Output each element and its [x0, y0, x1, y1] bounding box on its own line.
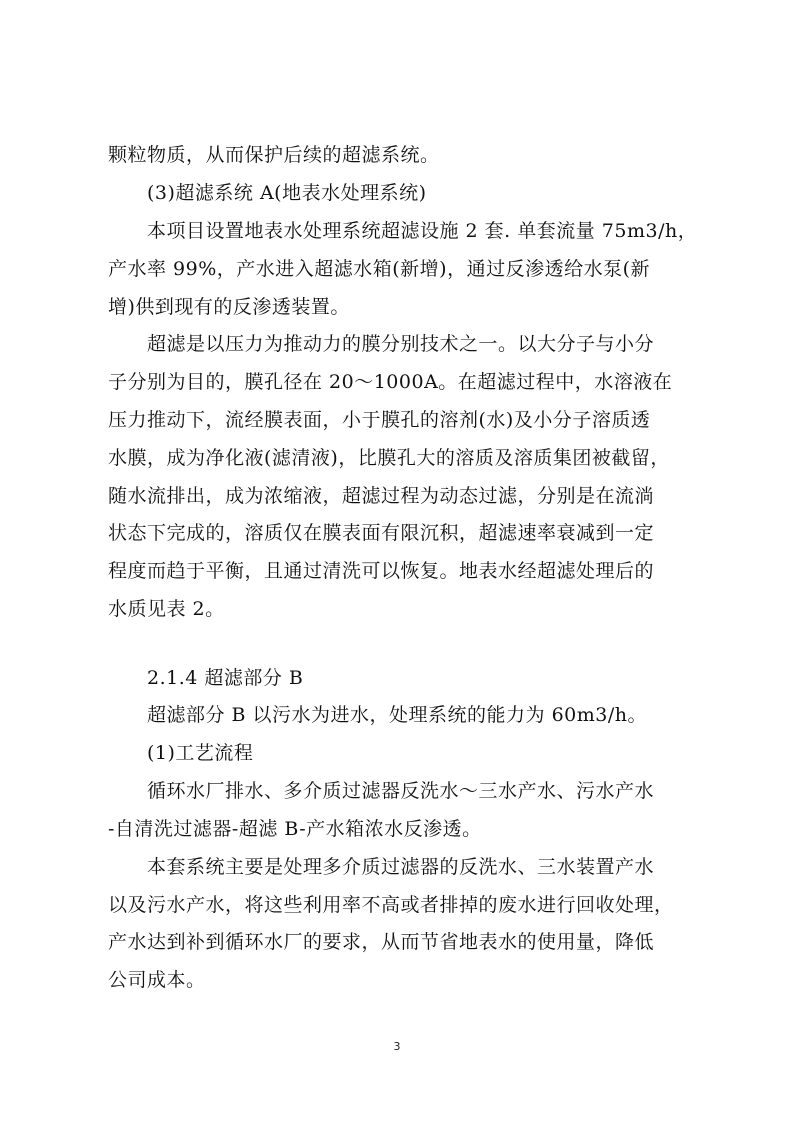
section-heading: 2.1.4 超滤部分 B [147, 667, 304, 689]
paragraph-line: 状态下完成的，溶质仅在膜表面有限沉积，超滤速率衰减到一定 [108, 522, 655, 544]
paragraph-line: 本项目设置地表水处理系统超滤设施 2 套. 单套流量 75m3/h， [147, 220, 698, 242]
paragraph-line: 产水达到补到循环水厂的要求，从而节省地表水的使用量，降低 [108, 931, 655, 953]
paragraph-line: 以及污水产水，将这些利用率不高或者排掉的废水进行回收处理， [108, 894, 674, 916]
paragraph-line: 超滤是以压力为推动力的膜分别技术之一。以大分子与小分 [147, 333, 655, 355]
page-number: 3 [393, 1040, 401, 1053]
paragraph-line: 本套系统主要是处理多介质过滤器的反洗水、三水装置产水 [147, 856, 655, 878]
paragraph-line: 公司成本。 [108, 969, 206, 991]
paragraph-line: 随水流排出，成为浓缩液，超滤过程为动态过滤，分别是在流淌 [108, 485, 655, 507]
subsection-heading: (1)工艺流程 [147, 742, 254, 764]
paragraph-line: 水膜，成为净化液(滤清液)，比膜孔大的溶质及溶质集团被截留， [108, 447, 670, 469]
paragraph-line: 颗粒物质，从而保护后续的超滤系统。 [108, 144, 440, 166]
paragraph-line: 超滤部分 B 以污水为进水，处理系统的能力为 60m3/h。 [147, 704, 648, 726]
paragraph-line: 产水率 99%，产水进入超滤水箱(新增)，通过反渗透给水泵(新 [108, 258, 651, 280]
paragraph-line: 水质见表 2。 [108, 598, 225, 620]
paragraph-line: 循环水厂排水、多介质过滤器反洗水～三水产水、污水产水 [147, 780, 655, 802]
section-heading: (3)超滤系统 A(地表水处理系统) [147, 182, 427, 204]
paragraph-line: 程度而趋于平衡，且通过清洗可以恢复。地表水经超滤处理后的 [108, 560, 655, 582]
paragraph-line: 增)供到现有的反渗透装置。 [108, 296, 350, 318]
paragraph-line: -自清洗过滤器-超滤 B-产水箱浓水反渗透。 [108, 818, 482, 840]
paragraph-line: 子分别为目的，膜孔径在 20～1000A。在超滤过程中，水溶液在 [108, 371, 673, 393]
paragraph-line: 压力推动下，流经膜表面，小于膜孔的溶剂(水)及小分子溶质透 [108, 409, 651, 431]
